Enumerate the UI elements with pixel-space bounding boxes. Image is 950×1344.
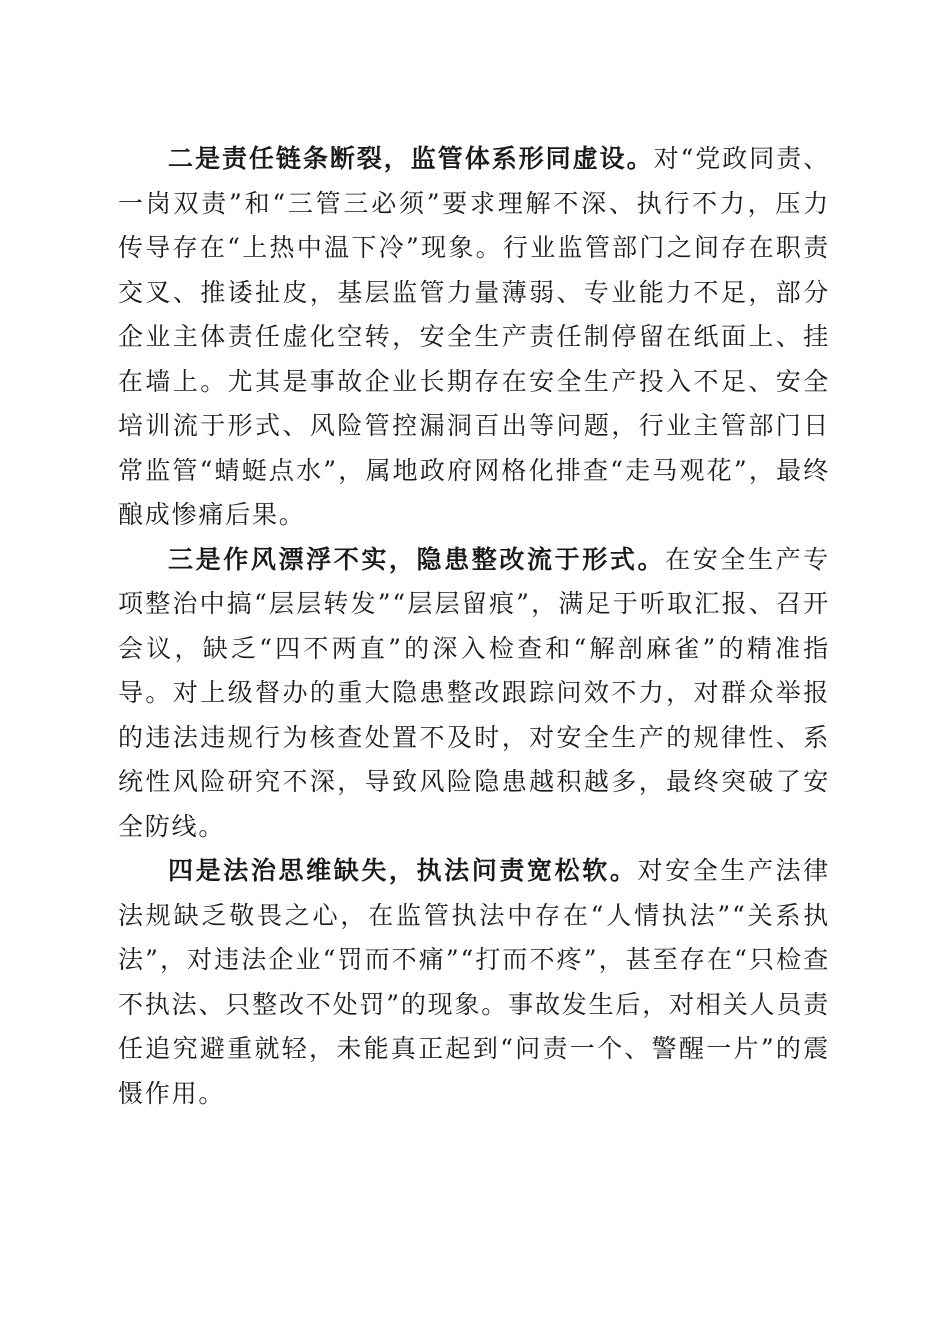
paragraph-rule-of-law	[118, 849, 830, 1116]
document-body	[118, 137, 830, 1116]
paragraph-heading: 二是责任链条断裂，监管体系形同虚设。	[168, 144, 654, 173]
paragraph-responsibility-chain	[118, 137, 830, 538]
paragraph-heading: 四是法治思维缺失，执法问责宽松软。	[168, 856, 638, 885]
paragraph-heading: 三是作风漂浮不实，隐患整改流于形式。	[168, 544, 666, 574]
paragraph-work-style	[118, 538, 830, 850]
paragraph-text: 对“党政同责、一岗双责”和“三管三必须”要求理解不深、执行不力，压力传导存在“上热中温下冷”现象。行业监管部门之间存在职责交叉、推诿扯皮，基层监管力量薄弱、专业能力不足，部分企业主体责任虚化空转，安全生产责任制停留在纸面上、挂在墙上。尤其是事故企业长期存在安全生产投入不足、安全培训流于形式、风险管控漏洞百出等问题，行业主管部门日常监管“蜻蜓点水”，属地政府网格化排查“走马观花”，最终酿成惨痛后果。	[118, 144, 830, 529]
paragraph-text: 对安全生产法律法规缺乏敬畏之心，在监管执法中存在“人情执法”“关系执法”，对违法企业“罚而不痛”“打而不疼”，甚至存在“只检查不执法、只整改不处罚”的现象。事故发生后，对相关人员责任追究避重就轻，未能真正起到“问责一个、警醒一片”的震慑作用。	[118, 856, 830, 1108]
paragraph-text: 在安全生产专项整治中搞“层层转发”“层层留痕”，满足于听取汇报、召开会议，缺乏“四不两直”的深入检查和“解剖麻雀”的精准指导。对上级督办的重大隐患整改跟踪问效不力，对群众举报的违法违规行为核查处置不及时，对安全生产的规律性、系统性风险研究不深，导致风险隐患越积越多，最终突破了安全防线。	[118, 544, 830, 841]
